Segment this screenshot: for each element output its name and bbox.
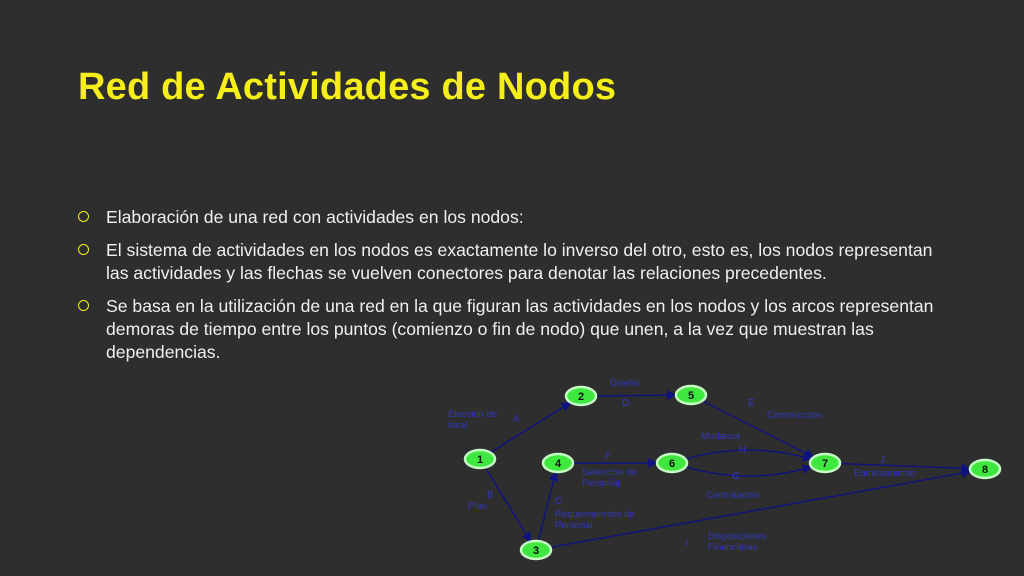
edge-activity-label: Plan: [468, 501, 488, 512]
edge-h-arrow: [686, 450, 812, 459]
edge-c-arrow: [538, 472, 555, 541]
node-8: [970, 460, 1000, 478]
node-1: [465, 450, 495, 468]
circle-bullet-icon: [78, 211, 89, 222]
edge-activity-label: Financieras: [708, 542, 758, 553]
bullet-text: Se basa en la utilización de una red en la que figuran las actividades en los nodos y los arcos representan demoras de tiempo entre los puntos (comienzo o fin de nodo) que unen, a la vez que muestran las dependencias.: [106, 296, 934, 362]
edge-letter-label: B: [487, 490, 494, 501]
edge-activity-label: Selección de: [582, 467, 637, 478]
edge-activity-label: Disposiciones: [708, 531, 767, 542]
edge-a-arrow: [490, 402, 570, 452]
edge-b-arrow: [485, 467, 531, 541]
edge-letter-label: H: [739, 445, 747, 456]
circle-bullet-icon: [78, 300, 89, 311]
slide-title: Red de Actividades de Nodos: [78, 66, 617, 108]
node-label: 6: [668, 457, 676, 470]
edge-activity-label: Requerimientos de: [555, 509, 635, 520]
node-label: 7: [821, 457, 829, 470]
edge-activity-label: local: [448, 420, 468, 431]
node-2: [566, 387, 596, 405]
node-4: [543, 454, 573, 472]
node-label: 5: [687, 389, 695, 402]
bullet-item: [78, 295, 958, 364]
edge-activity-label: Personal: [555, 520, 593, 531]
edge-letter-label: F: [605, 451, 612, 462]
edge-activity-label: Diseño: [610, 378, 640, 389]
edge-activity-label: Construcción: [767, 410, 823, 421]
bullet-item: [78, 239, 958, 285]
node-6: [657, 454, 687, 472]
activity-network-diagram: [440, 376, 1024, 576]
edge-activity-label: Elección de: [448, 409, 498, 420]
node-5: [676, 386, 706, 404]
circle-bullet-icon: [78, 244, 89, 255]
node-3: [521, 541, 551, 559]
edge-letter-label: A: [513, 414, 520, 425]
edge-activity-label: Mudanza: [701, 431, 741, 442]
edge-activity-label: Personal: [582, 478, 620, 489]
edge-letter-label: J: [880, 455, 885, 466]
node-label: 1: [476, 453, 484, 466]
edge-activity-label: Contratación: [706, 490, 760, 501]
edge-letter-label: E: [748, 398, 755, 409]
edge-d-arrow: [596, 395, 676, 396]
node-label: 8: [981, 463, 989, 476]
bullet-list: [78, 206, 958, 374]
node-label: 4: [554, 457, 562, 470]
bullet-text: El sistema de actividades en los nodos es exactamente lo inverso del otro, esto es, los nodos representan las actividades y las flechas se vuelven conectores para denotar las relaciones precedentes.: [106, 240, 933, 283]
node-label: 2: [577, 390, 585, 403]
edge-letter-label: I: [685, 538, 688, 549]
edge-letter-label: G: [732, 471, 740, 482]
bullet-item: [78, 206, 958, 229]
edge-letter-label: D: [622, 398, 630, 409]
edge-letter-label: C: [555, 496, 563, 507]
bullet-text: Elaboración de una red con actividades en los nodos:: [106, 207, 524, 227]
node-7: [810, 454, 840, 472]
node-label: 3: [532, 544, 540, 557]
edge-activity-label: Entrenamiento: [854, 468, 916, 479]
edge-g-arrow: [686, 467, 812, 476]
